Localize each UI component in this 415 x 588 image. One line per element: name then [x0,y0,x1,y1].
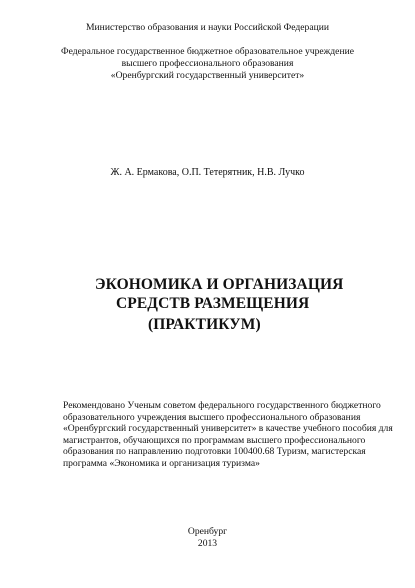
recommendation-line-2: образовательного учреждения высшего профессионального образования [63,411,361,423]
institution-line-3: «Оренбургский государственный университет» [110,70,305,81]
title-line-3: (ПРАКТИКУМ) [148,316,261,333]
title-line-1: ЭКОНОМИКА И ОРГАНИЗАЦИЯ [95,276,344,293]
ministry-line: Министерство образования и науки Российской Федерации [86,22,329,33]
recommendation-line-6: программа «Экономика и организация туризма» [63,457,260,469]
authors: Ж. А. Ермакова, О.П. Тетерятник, Н.В. Лучко [110,167,305,178]
recommendation-line-5: образования по направлению подготовки 100400.68 Туризм, магистерская [63,446,366,457]
recommendation-line-1: Рекомендовано Ученым советом федерального государственного бюджетного [63,400,381,411]
year: 2013 [197,538,218,549]
recommendation-line-3: «Оренбургский государственный университет» в качестве учебного пособия для [63,423,393,434]
city: Оренбург [187,526,228,537]
recommendation-line-4: магистрантов, обучающихся по программам высшего профессионального [63,434,366,446]
title-line-2: СРЕДСТВ РАЗМЕЩЕНИЯ [116,295,310,312]
recommendation-paragraph [63,400,393,469]
institution-line-2: высшего профессионального образования [121,58,294,69]
institution-line-1: Федеральное государственное бюджетное образовательное учреждение [61,46,354,57]
